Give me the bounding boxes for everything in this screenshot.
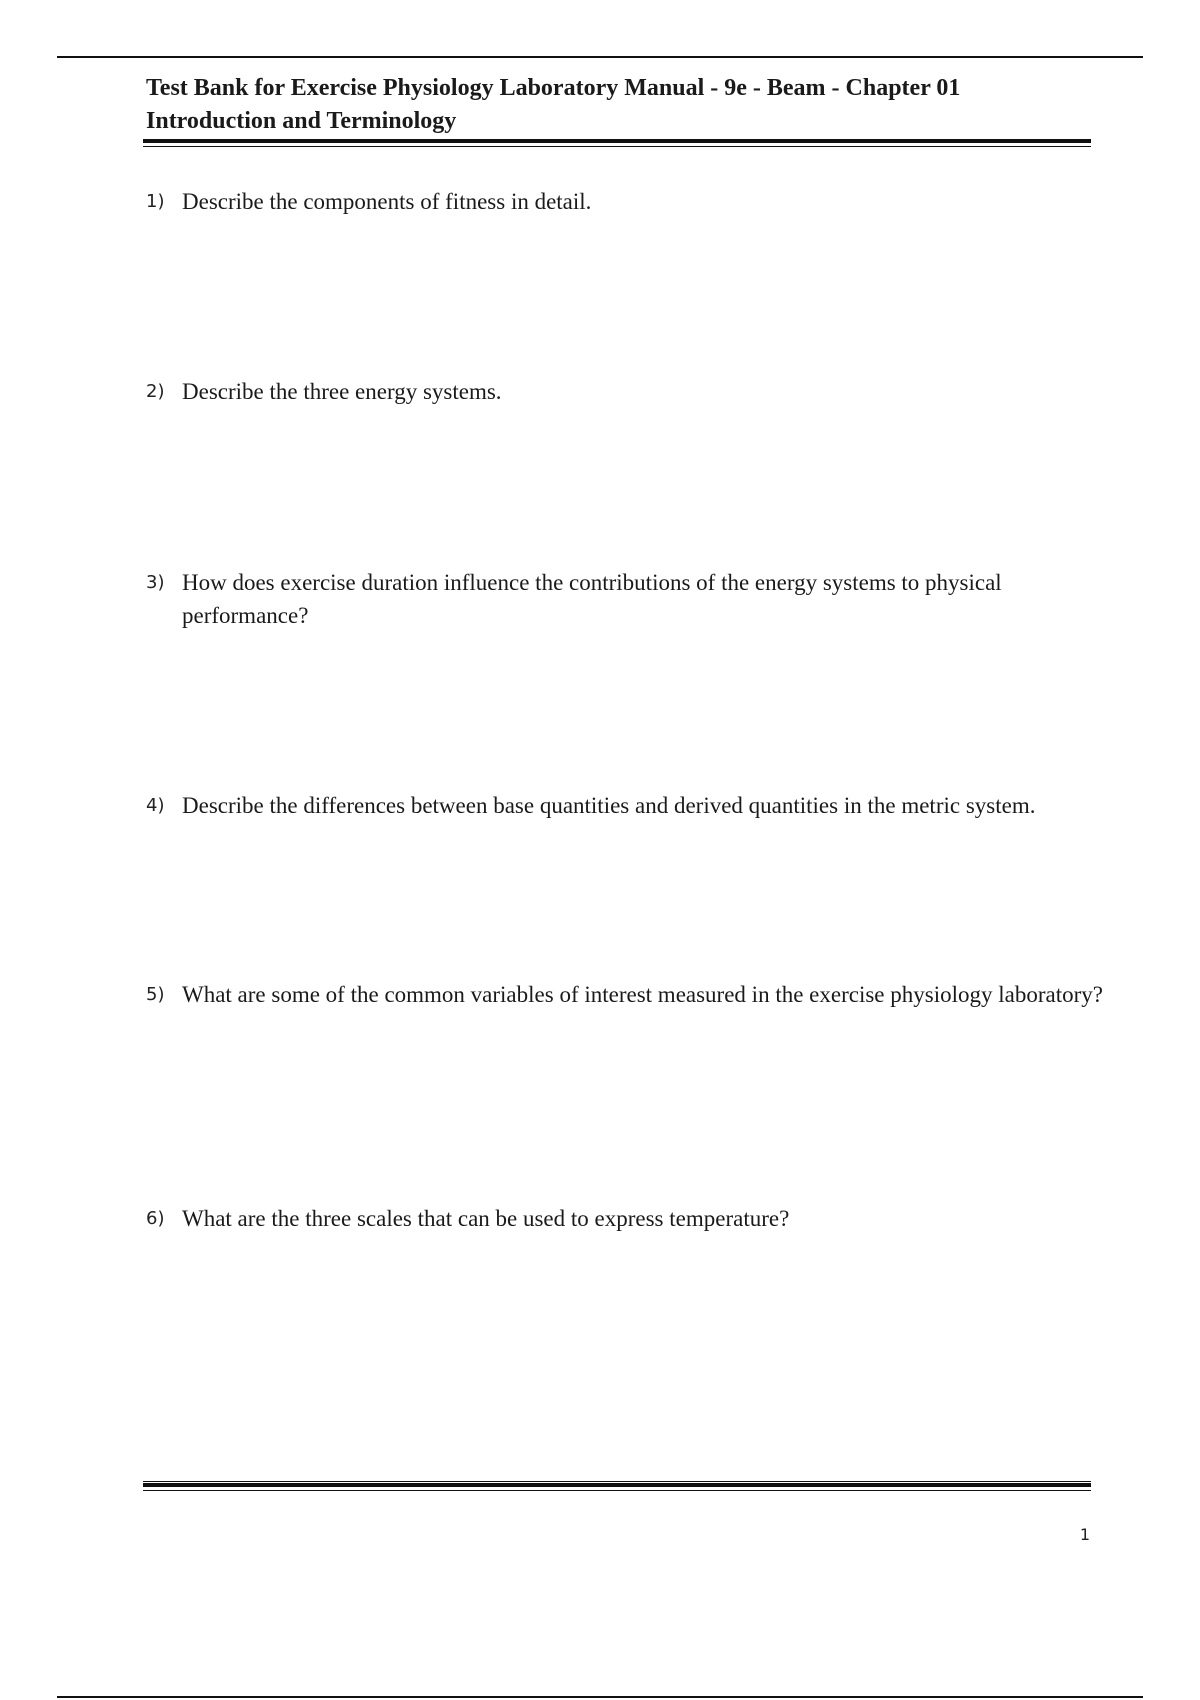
page-top-border	[57, 56, 1143, 58]
header-divider	[143, 139, 1091, 143]
question-2	[146, 375, 1106, 408]
question-4	[146, 789, 1106, 822]
question-number: 1)	[146, 191, 165, 212]
question-text: What are the three scales that can be used to express temperature?	[182, 1206, 790, 1231]
header-title-line-2: Introduction and Terminology	[146, 108, 457, 134]
header-title-line-1: Test Bank for Exercise Physiology Laboratory Manual - 9e - Beam - Chapter 01	[146, 75, 961, 101]
question-number: 2)	[146, 381, 165, 402]
question-text: How does exercise duration influence the contributions of the energy systems to physical performance?	[182, 570, 1002, 628]
question-1	[146, 185, 1106, 218]
question-text: Describe the three energy systems.	[182, 379, 502, 404]
page-bottom-border	[57, 1696, 1143, 1698]
footer-divider	[143, 1483, 1091, 1487]
question-text: What are some of the common variables of interest measured in the exercise physiology laboratory?	[182, 982, 1103, 1007]
question-number: 5)	[146, 984, 165, 1005]
question-3	[146, 566, 1106, 632]
question-text: Describe the differences between base quantities and derived quantities in the metric system.	[182, 793, 1036, 818]
question-number: 3)	[146, 572, 165, 593]
document-header	[146, 72, 1106, 138]
question-text: Describe the components of fitness in detail.	[182, 189, 592, 214]
question-number: 4)	[146, 795, 165, 816]
page-number: 1	[1079, 1525, 1090, 1544]
question-6	[146, 1202, 1106, 1235]
question-number: 6)	[146, 1208, 165, 1229]
question-5	[146, 978, 1106, 1011]
